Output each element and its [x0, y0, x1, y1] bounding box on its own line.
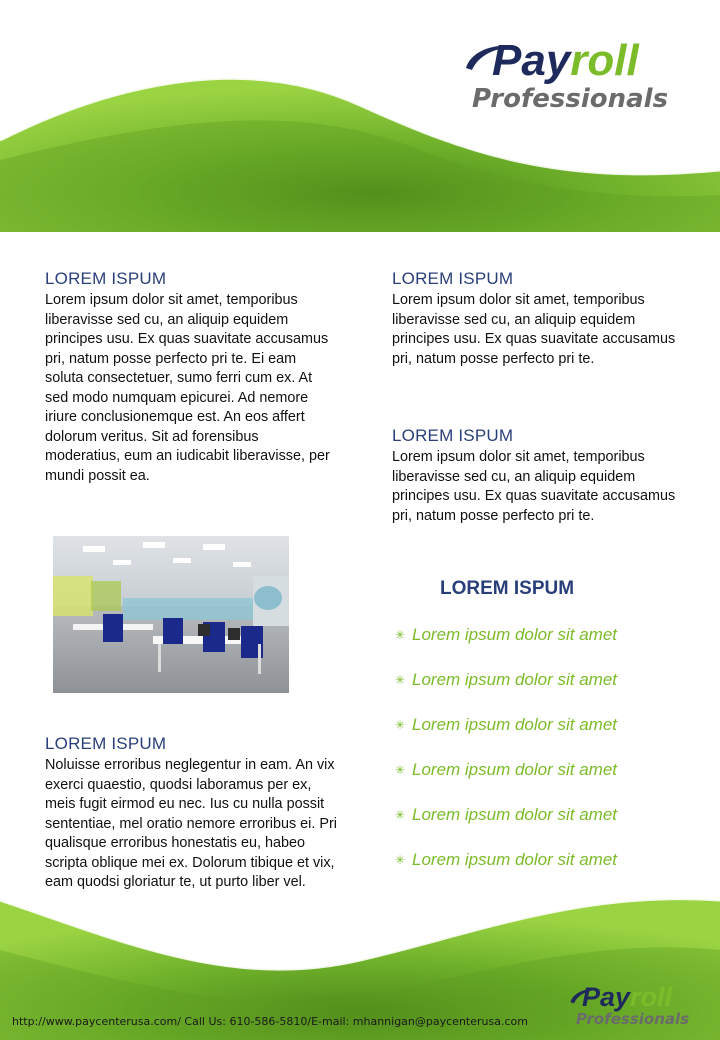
- section-heading: LOREM ISPUM: [392, 269, 514, 288]
- section-heading: LOREM ISPUM: [45, 734, 167, 753]
- brand-word-pay: Pay: [492, 36, 571, 85]
- list-item-text: Lorem ipsum dolor sit amet: [412, 715, 618, 734]
- brand-word-roll: roll: [630, 982, 673, 1012]
- footer-contact: http://www.paycenterusa.com/ Call Us: 610-586-5810/E-mail: mhannigan@paycenterusa.com: [12, 1015, 528, 1028]
- list-item-text: Lorem ipsum dolor sit amet: [412, 670, 618, 689]
- header-wave: [0, 0, 720, 232]
- list-item: [395, 760, 617, 805]
- section-body: Noluisse erroribus neglegentur in eam. An vix exerci quaestio, quodsi laboramus per ex, meis fugit eirmod eu nec. Ius cu nulla possit sententiae, mel oratio nemore erroribus ei. Pri qualisque erroribus honestatis eu, habeo scripta oblique mei ex. Dolorum tibique et vix, eam quodsi gloriatur te, ut purto liber vel.: [45, 757, 337, 890]
- left-section-1: [45, 269, 337, 486]
- bullet-star-icon: ✳: [395, 628, 406, 642]
- left-section-2: [45, 734, 337, 893]
- section-heading: LOREM ISPUM: [392, 426, 514, 445]
- brand-word-roll: roll: [570, 36, 639, 85]
- list-item-text: Lorem ipsum dolor sit amet: [412, 760, 618, 779]
- list-item-text: Lorem ipsum dolor sit amet: [412, 625, 618, 644]
- list-item-text: Lorem ipsum dolor sit amet: [412, 850, 618, 869]
- brand-word-professionals: Professionals: [576, 1010, 690, 1028]
- bullet-star-icon: ✳: [395, 808, 406, 822]
- list-item-text: Lorem ipsum dolor sit amet: [412, 805, 618, 824]
- right-section-1: [392, 269, 684, 369]
- bullet-star-icon: ✳: [395, 718, 406, 732]
- list-title: LOREM ISPUM: [440, 578, 575, 599]
- section-heading: LOREM ISPUM: [45, 269, 167, 288]
- brand-word-professionals: Professionals: [472, 84, 669, 114]
- list-item: [395, 670, 617, 715]
- bullet-star-icon: ✳: [395, 673, 406, 687]
- section-body: Lorem ipsum dolor sit amet, temporibus liberavisse sed cu, an aliquip equidem principes usu. Ex quas suavitate accusamus pri, natum posse perfecto pri te.: [392, 449, 676, 524]
- brand-word-pay: Pay: [582, 982, 631, 1012]
- list-item: [395, 715, 617, 760]
- bullet-star-icon: ✳: [395, 853, 406, 867]
- bullet-list: [395, 625, 617, 895]
- list-item: [395, 625, 617, 670]
- right-section-2: [392, 426, 684, 526]
- bullet-star-icon: ✳: [395, 763, 406, 777]
- section-body: Lorem ipsum dolor sit amet, temporibus liberavisse sed cu, an aliquip equidem principes usu. Ex quas suavitate accusamus pri, natum posse perfecto pri te. Ei eam soluta consectetuer, sumo ferri cum ex. At sed modo numquam epicurei. Ad nemore iriure conclusionemque est. An eos affert dolorum veritus. Sit ad forensibus moderatius, eum an iudicabit liberavisse, per mundi possit ea.: [45, 292, 330, 484]
- section-body: Lorem ipsum dolor sit amet, temporibus liberavisse sed cu, an aliquip equidem principes usu. Ex quas suavitate accusamus pri, natum posse perfecto pri te.: [392, 292, 676, 367]
- office-photo: [53, 536, 289, 693]
- list-item: [395, 805, 617, 850]
